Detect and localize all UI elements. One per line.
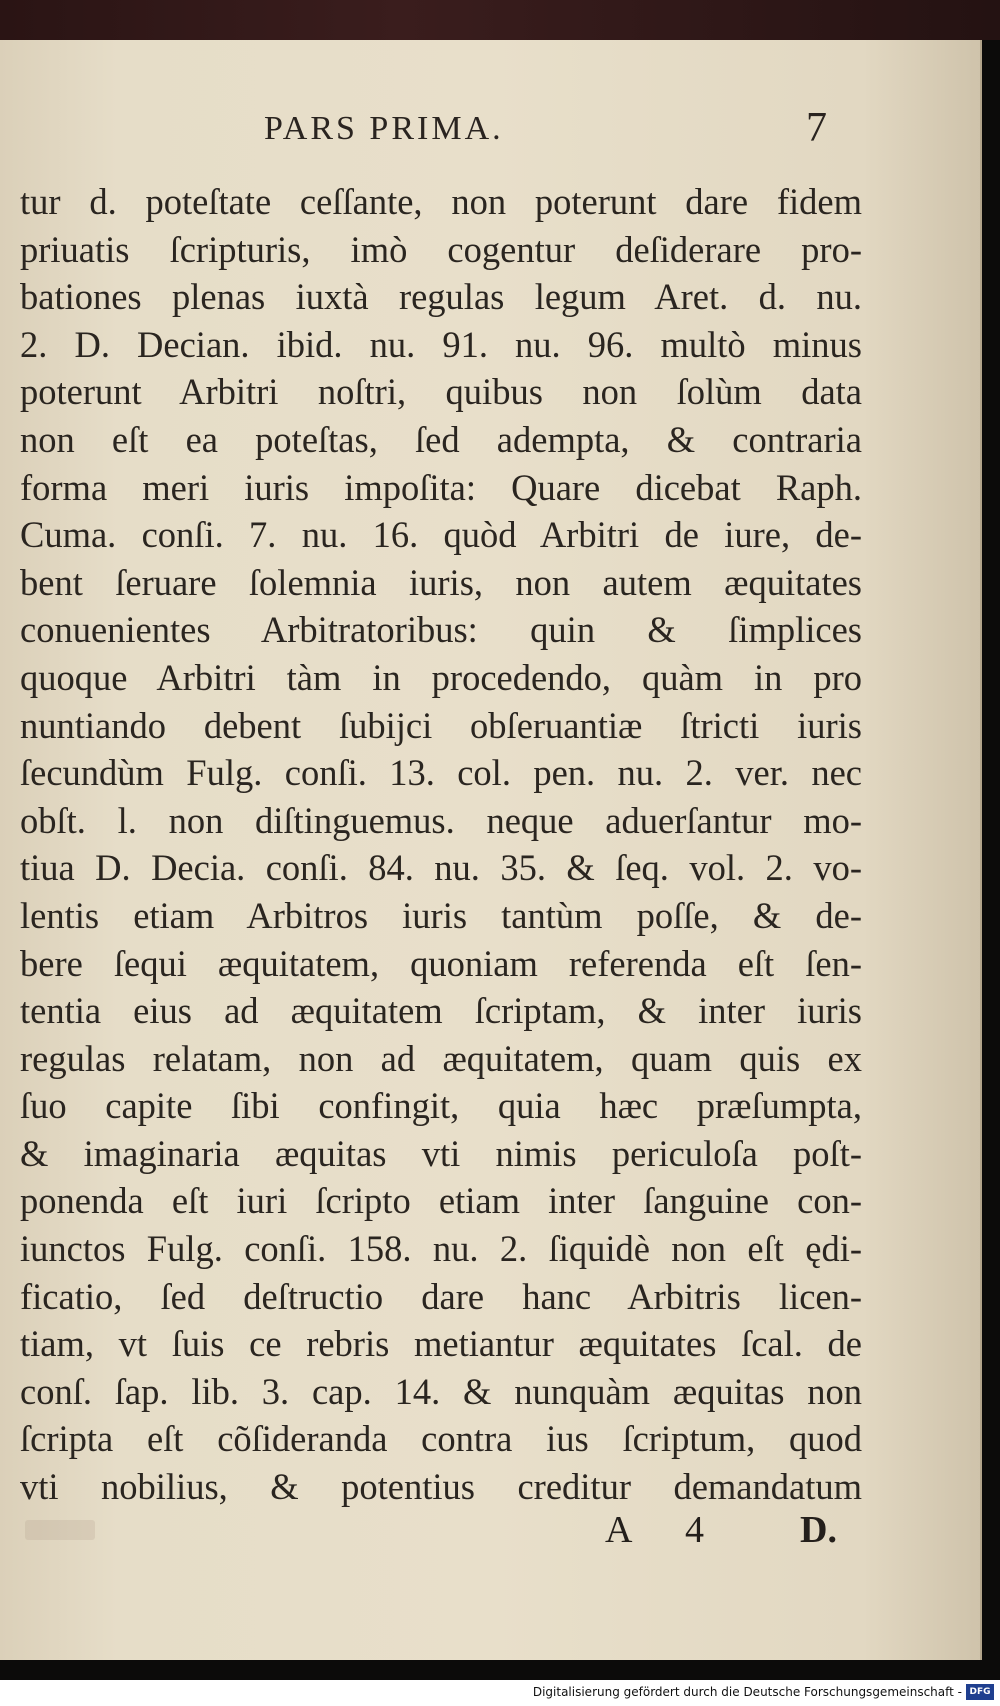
text-line: obſt. l. non diſtinguemus. neque aduerſantur mo- bbox=[20, 799, 862, 841]
text-line: priuatis ſcripturis, imò cogentur deſiderare pro- bbox=[20, 228, 862, 270]
text-line: conuenientes Arbitratoribus: quin & ſimplices bbox=[20, 609, 862, 651]
footer-bar bbox=[0, 1680, 1000, 1706]
book-page bbox=[0, 40, 982, 1660]
footer-credit: Digitalisierung gefördert durch die Deutsche Forschungsgemeinschaft - bbox=[532, 1685, 962, 1699]
page-header bbox=[0, 105, 982, 160]
text-line: ſcripta eſt cõſideranda contra ius ſcriptum, quod bbox=[20, 1418, 862, 1460]
text-line: ponenda eſt iuri ſcripto etiam inter ſanguine con- bbox=[20, 1180, 862, 1222]
text-line: iunctos Fulg. conſi. 158. nu. 2. ſiquidè non eſt ędi- bbox=[20, 1228, 862, 1270]
text-line: bere ſequi æquitatem, quoniam referenda eſt ſen- bbox=[20, 942, 862, 984]
text-line: non eſt ea poteſtas, ſed adempta, & contraria bbox=[20, 418, 862, 460]
binding-edge bbox=[0, 0, 1000, 40]
running-head: PARS PRIMA. bbox=[264, 110, 504, 147]
signature-number: 4 bbox=[685, 1509, 704, 1551]
text-line: Cuma. conſi. 7. nu. 16. quòd Arbitri de iure, de- bbox=[20, 514, 862, 556]
text-line: tur d. poteſtate ceſſante, non poterunt dare fidem bbox=[20, 181, 862, 222]
text-line: poterunt Arbitri noſtri, quibus non ſolùm data bbox=[20, 371, 862, 413]
text-line: tiua D. Decia. conſi. 84. nu. 35. & ſeq. vol. 2. vo- bbox=[20, 847, 862, 889]
text-line: tiam, vt ſuis ce rebris metiantur æquitates ſcal. de bbox=[20, 1323, 862, 1365]
text-line: vti nobilius, & potentius creditur demandatum bbox=[20, 1466, 862, 1508]
text-line: lentis etiam Arbitros iuris tantùm poſſe, & de- bbox=[20, 894, 862, 936]
dfg-logo: DFG bbox=[966, 1684, 994, 1700]
text-body bbox=[20, 178, 862, 1511]
text-line: forma meri iuris impoſita: Quare dicebat Raph. bbox=[20, 466, 862, 508]
text-line: regulas relatam, non ad æquitatem, quam quis ex bbox=[20, 1037, 862, 1079]
text-line: conſ. ſap. lib. 3. cap. 14. & nunquàm æquitas non bbox=[20, 1370, 862, 1412]
text-line: & imaginaria æquitas vti nimis periculoſa poſt- bbox=[20, 1132, 862, 1174]
text-line: ficatio, ſed deſtructio dare hanc Arbitris licen- bbox=[20, 1275, 862, 1317]
text-line: ſecundùm Fulg. conſi. 13. col. pen. nu. 2. ver. nec bbox=[20, 752, 862, 794]
text-line: nuntiando debent ſubijci obſeruantiæ ſtricti iuris bbox=[20, 704, 862, 746]
catchword: D. bbox=[800, 1509, 837, 1551]
page-number: 7 bbox=[806, 105, 827, 151]
text-line: 2. D. Decian. ibid. nu. 91. nu. 96. multò minus bbox=[20, 323, 862, 365]
ink-bleed-mark bbox=[25, 1520, 95, 1540]
text-line: tentia eius ad æquitatem ſcriptam, & inter iuris bbox=[20, 990, 862, 1032]
signature-line bbox=[605, 1508, 855, 1558]
text-line: bent ſeruare ſolemnia iuris, non autem æquitates bbox=[20, 561, 862, 603]
text-line: quoque Arbitri tàm in procedendo, quàm in pro bbox=[20, 656, 862, 698]
text-line: bationes plenas iuxtà regulas legum Aret. d. nu. bbox=[20, 276, 862, 318]
signature-mark: A bbox=[605, 1509, 633, 1551]
text-line: ſuo capite ſibi confingit, quia hæc præſumpta, bbox=[20, 1085, 862, 1127]
